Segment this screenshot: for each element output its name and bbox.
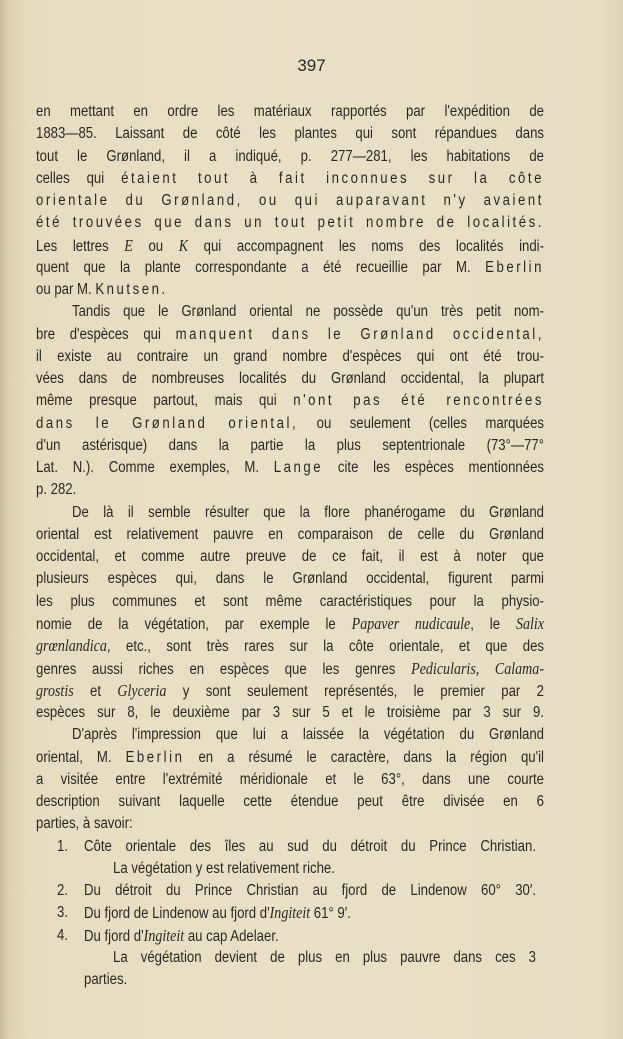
text-line [36,347,544,367]
text-line [36,369,544,389]
text-segment: celles qui [36,169,122,187]
text-line [84,881,536,901]
text-segment: même presque partout, mais qui [36,392,294,410]
text-segment: d'un astérisque) dans la partie la plus septentrionale (73°—77° [36,436,544,454]
spaced-text: manquent dans le Grønland occidental, [175,325,544,343]
text-segment: La végétation devient de plus en plus pauvre dans ces 3 [113,948,536,966]
text-line [36,659,544,679]
text-segment: en a résumé le caractère, dans la région qu'il [184,748,544,766]
text-line [36,414,544,434]
text-segment: Du fjord de Lindenow au fjord d' [84,905,270,923]
text-segment: parties, à savoir: [36,815,133,833]
text-segment: , le [470,615,516,633]
text-line [113,859,536,879]
text-segment: vées dans de nombreuses localités du Grønland occidental, la plupart [36,370,544,388]
text-segment: quent que la plante correspondante a été recueillie par M. [36,258,486,276]
spaced-text: été trouvées que dans un tout petit nombre de localités. [36,214,544,232]
italic-text: Ingiteit [269,903,311,923]
text-line [84,970,536,990]
text-line [36,236,544,256]
text-segment: au cap Adelaer. [184,927,279,945]
text-segment: La végétation y est relativement riche. [113,859,335,877]
text-segment: cite les espèces mentionnées [323,459,544,477]
text-line [84,926,536,946]
text-segment: bre d'espèces qui [36,325,176,343]
spaced-text: Eberlin [485,258,544,276]
text-segment: description suivant laquelle cette étendue peut être divisée en 6 [36,793,544,811]
list-number: 3. [57,904,68,922]
text-segment: tout le Grønland, il a indiqué, p. 277—281, les habitations de [36,147,544,165]
text-line [36,525,544,545]
text-line [36,703,544,723]
text-line [36,681,544,701]
text-segment: Tandis que le Grønland oriental ne possède qu'un très petit nom- [72,303,544,321]
text-segment: 61° 9′. [310,905,351,923]
text-segment: Lat. N.). Comme exemples, M. [36,459,274,477]
text-line [36,748,544,768]
spaced-text: orientale du Grønland, ou qui auparavant n'y avaient [36,192,544,210]
text-segment: 1883—85. Laissant de côté les plantes qui sont répandues dans [36,125,544,143]
text-line [36,592,544,612]
text-line [72,725,544,745]
spaced-text: Knutsen. [95,281,168,299]
spaced-text: Lange [273,459,324,477]
text-segment: occidental, et comme autre preuve de ce fait, il est à noter que [36,548,544,566]
text-line [36,325,544,345]
italic-text: grostis [36,680,74,700]
text-line [72,503,544,523]
text-segment: ou seulement (celles marquées [298,414,544,432]
text-line [36,547,544,567]
text-line [72,302,544,322]
text-segment: genres aussi riches en espèces que les genres [36,660,412,678]
spaced-text: dans le Grønland oriental, [36,414,299,432]
italic-text: Papaver nudicaule [351,613,471,633]
text-segment: Côte orientale des îles au sud du détroit du Prince Christian. [84,837,536,855]
text-segment: oriental, M. [36,748,126,766]
text-line [36,480,544,500]
text-segment: espèces sur 8, le deuxième par 3 sur 5 et le troisième par 3 sur 9. [36,704,544,722]
italic-text: E [124,235,133,255]
text-segment: plusieurs espèces qui, dans le Grønland occidental, figurent parmi [36,570,544,588]
text-segment: p. 282. [36,481,77,499]
list-number: 1. [57,837,68,855]
spaced-text: étaient tout à fait inconnues sur la côte [121,169,544,187]
text-segment: et [73,682,118,700]
list-number: 2. [57,882,68,900]
text-line [113,948,536,968]
italic-text: K [178,235,189,255]
text-line [84,837,536,857]
text-line [36,614,544,634]
text-segment: ou par M. [36,281,96,299]
page-number: 397 [297,56,326,75]
text-segment: ou [132,237,179,255]
text-line [36,636,544,656]
text-segment: D'après l'impression que lui a laissée la végétation du Grønland [72,726,544,744]
text-line [36,391,544,411]
text-line [36,814,544,834]
text-line [36,280,544,300]
text-line [36,792,544,812]
italic-text: Glyceria [117,680,167,700]
italic-text: Salix [515,613,545,633]
text-line [36,191,544,211]
text-segment: Du détroit du Prince Christian au fjord de Lindenow 60° 30′. [84,882,536,900]
text-segment: a visitée entre l'extrémité méridionale et le 63°, dans une courte [36,770,544,788]
text-line [36,213,544,233]
text-segment: qui accompagnent les noms des localités indi- [188,237,544,255]
text-segment: Les lettres [36,237,125,255]
spaced-text: n'ont pas été rencontrées [293,392,544,410]
text-line [36,770,544,790]
text-segment: nomie de la végétation, par exemple le [36,615,352,633]
list-number: 4. [57,926,68,944]
text-line [36,258,544,278]
text-segment: en mettant en ordre les matériaux rapportés par l'expédition de [36,103,544,120]
text-line [36,147,544,167]
text-line [36,102,544,122]
text-segment: les plus communes et sont même caractéristiques pour la physio- [36,592,544,610]
text-segment: oriental est relativement pauvre en comparaison de celle du Grønland [36,525,544,543]
text-line [36,124,544,144]
text-segment: , etc., sont très rares sur la côte orientale, et que des [106,638,544,656]
text-line [36,458,544,478]
italic-text: grœnlandica [36,636,107,656]
text-line [36,569,544,589]
text-line [36,169,544,189]
text-line [84,903,536,923]
text-segment: il existe au contraire un grand nombre d'espèces qui ont été trou- [36,347,544,365]
text-line [36,436,544,456]
spaced-text: Eberlin [125,748,185,766]
italic-text: Ingiteit [143,925,185,945]
text-segment: parties. [84,971,128,989]
text-segment: Du fjord d' [84,927,144,945]
text-segment: De là il semble résulter que la flore phanérogame du Grønland [72,503,544,521]
text-segment: y sont seulement représentés, le premier par 2 [166,682,544,700]
italic-text: Pedicularis, Calama- [411,658,544,678]
